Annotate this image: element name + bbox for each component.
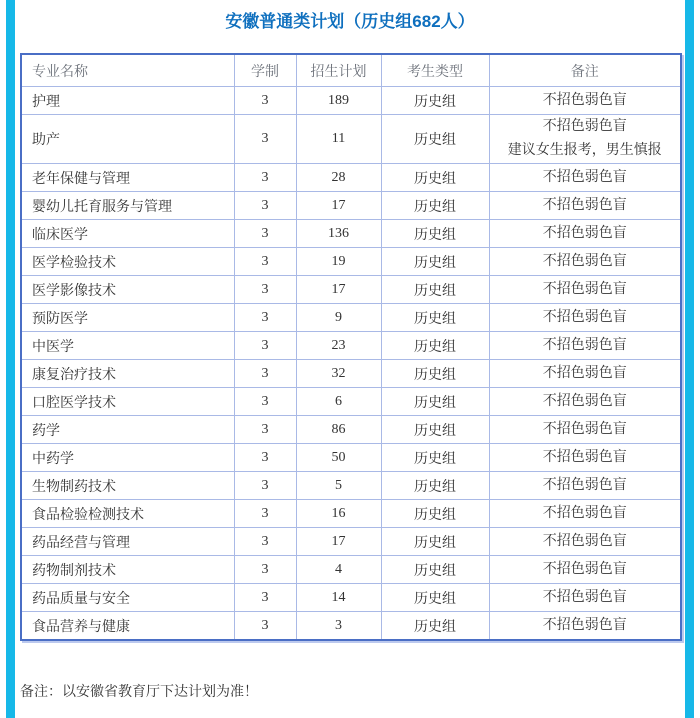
cell-major: 药品质量与安全 [21, 584, 234, 612]
cell-remark [489, 164, 681, 192]
cell-years: 3 [234, 584, 296, 612]
cell-group: 历史组 [381, 115, 489, 164]
cell-group: 历史组 [381, 556, 489, 584]
header-remark: 备注 [489, 54, 681, 87]
cell-plan: 86 [296, 416, 381, 444]
cell-plan: 136 [296, 220, 381, 248]
remark-line: 不招色弱色盲 [542, 393, 627, 409]
cell-major: 生物制药技术 [21, 472, 234, 500]
cell-major: 医学检验技术 [21, 248, 234, 276]
cell-plan: 14 [296, 584, 381, 612]
table-row [21, 472, 681, 500]
cell-years: 3 [234, 276, 296, 304]
cell-major: 口腔医学技术 [21, 388, 234, 416]
cell-remark [489, 87, 681, 115]
cell-group: 历史组 [381, 528, 489, 556]
header-years: 学制 [234, 54, 296, 87]
cell-remark [489, 500, 681, 528]
cell-years: 3 [234, 332, 296, 360]
table-row [21, 444, 681, 472]
table-row [21, 332, 681, 360]
cell-years: 3 [234, 416, 296, 444]
cell-years: 3 [234, 115, 296, 164]
cell-group: 历史组 [381, 192, 489, 220]
cell-major: 医学影像技术 [21, 276, 234, 304]
cell-years: 3 [234, 304, 296, 332]
remark-line: 不招色弱色盲 [542, 253, 627, 269]
cell-years: 3 [234, 360, 296, 388]
table-row [21, 304, 681, 332]
remark-line: 不招色弱色盲 [542, 477, 627, 493]
cell-years: 3 [234, 220, 296, 248]
cell-group: 历史组 [381, 584, 489, 612]
cell-remark [489, 304, 681, 332]
right-accent-bar [685, 0, 694, 718]
cell-years: 3 [234, 612, 296, 641]
page-title: 安徽普通类计划（历史组682人） [225, 12, 475, 31]
cell-remark [489, 276, 681, 304]
cell-group: 历史组 [381, 612, 489, 641]
cell-group: 历史组 [381, 276, 489, 304]
cell-remark [489, 220, 681, 248]
cell-group: 历史组 [381, 87, 489, 115]
table-row [21, 500, 681, 528]
cell-group: 历史组 [381, 388, 489, 416]
remark-line: 不招色弱色盲 [542, 617, 627, 633]
cell-remark [489, 416, 681, 444]
table-row [21, 556, 681, 584]
cell-major: 助产 [21, 115, 234, 164]
cell-group: 历史组 [381, 472, 489, 500]
cell-plan: 6 [296, 388, 381, 416]
remark-line: 不招色弱色盲 [542, 309, 627, 325]
cell-major: 中药学 [21, 444, 234, 472]
cell-plan: 28 [296, 164, 381, 192]
cell-years: 3 [234, 472, 296, 500]
cell-remark [489, 360, 681, 388]
cell-plan: 17 [296, 528, 381, 556]
cell-years: 3 [234, 528, 296, 556]
cell-remark [489, 612, 681, 641]
cell-major: 药学 [21, 416, 234, 444]
cell-remark [489, 115, 681, 164]
remark-line: 不招色弱色盲 [542, 365, 627, 381]
table-row [21, 248, 681, 276]
remark-line: 不招色弱色盲 [542, 281, 627, 297]
cell-major: 食品营养与健康 [21, 612, 234, 641]
cell-years: 3 [234, 248, 296, 276]
table-row [21, 164, 681, 192]
cell-major: 康复治疗技术 [21, 360, 234, 388]
cell-group: 历史组 [381, 304, 489, 332]
cell-remark [489, 444, 681, 472]
left-accent-bar [6, 0, 15, 718]
remark-line: 建议女生报考，男生慎报 [507, 143, 662, 158]
cell-years: 3 [234, 164, 296, 192]
cell-plan: 5 [296, 472, 381, 500]
cell-remark [489, 248, 681, 276]
cell-major: 老年保健与管理 [21, 164, 234, 192]
cell-group: 历史组 [381, 332, 489, 360]
cell-major: 婴幼儿托育服务与管理 [21, 192, 234, 220]
cell-remark [489, 332, 681, 360]
table-row [21, 276, 681, 304]
cell-years: 3 [234, 500, 296, 528]
cell-plan: 23 [296, 332, 381, 360]
table-row [21, 528, 681, 556]
cell-remark [489, 192, 681, 220]
cell-major: 食品检验检测技术 [21, 500, 234, 528]
cell-plan: 189 [296, 87, 381, 115]
cell-major: 药品经营与管理 [21, 528, 234, 556]
cell-plan: 19 [296, 248, 381, 276]
remark-line: 不招色弱色盲 [542, 421, 627, 437]
plan-table-container [20, 53, 680, 641]
cell-major: 临床医学 [21, 220, 234, 248]
cell-major: 中医学 [21, 332, 234, 360]
cell-remark [489, 388, 681, 416]
cell-group: 历史组 [381, 416, 489, 444]
cell-plan: 11 [296, 115, 381, 164]
cell-remark [489, 528, 681, 556]
table-row [21, 87, 681, 115]
table-row [21, 360, 681, 388]
footer-note: 备注：以安徽省教育厅下达计划为准！ [20, 685, 258, 700]
header-major: 专业名称 [21, 54, 234, 87]
cell-plan: 50 [296, 444, 381, 472]
cell-plan: 4 [296, 556, 381, 584]
cell-plan: 9 [296, 304, 381, 332]
table-row [21, 192, 681, 220]
cell-remark [489, 472, 681, 500]
cell-plan: 32 [296, 360, 381, 388]
table-row [21, 584, 681, 612]
cell-group: 历史组 [381, 500, 489, 528]
table-row [21, 220, 681, 248]
header-group: 考生类型 [381, 54, 489, 87]
cell-major: 护理 [21, 87, 234, 115]
cell-years: 3 [234, 192, 296, 220]
remark-line: 不招色弱色盲 [542, 119, 627, 134]
cell-group: 历史组 [381, 444, 489, 472]
cell-group: 历史组 [381, 164, 489, 192]
remark-line: 不招色弱色盲 [542, 505, 627, 521]
remark-line: 不招色弱色盲 [542, 533, 627, 549]
table-row [21, 115, 681, 164]
plan-table [20, 53, 682, 641]
remark-line: 不招色弱色盲 [542, 197, 627, 213]
cell-plan: 3 [296, 612, 381, 641]
header-plan: 招生计划 [296, 54, 381, 87]
cell-group: 历史组 [381, 248, 489, 276]
cell-plan: 16 [296, 500, 381, 528]
table-row [21, 612, 681, 641]
remark-line: 不招色弱色盲 [542, 169, 627, 185]
cell-major: 预防医学 [21, 304, 234, 332]
cell-plan: 17 [296, 192, 381, 220]
cell-years: 3 [234, 87, 296, 115]
remark-line: 不招色弱色盲 [542, 92, 627, 108]
cell-remark [489, 556, 681, 584]
cell-group: 历史组 [381, 360, 489, 388]
remark-line: 不招色弱色盲 [542, 337, 627, 353]
cell-remark [489, 584, 681, 612]
remark-line: 不招色弱色盲 [542, 449, 627, 465]
cell-years: 3 [234, 388, 296, 416]
cell-years: 3 [234, 556, 296, 584]
cell-major: 药物制剂技术 [21, 556, 234, 584]
remark-line: 不招色弱色盲 [542, 561, 627, 577]
table-row [21, 388, 681, 416]
table-header-row [21, 54, 681, 87]
table-row [21, 416, 681, 444]
cell-years: 3 [234, 444, 296, 472]
cell-plan: 17 [296, 276, 381, 304]
cell-group: 历史组 [381, 220, 489, 248]
remark-line: 不招色弱色盲 [542, 589, 627, 605]
remark-line: 不招色弱色盲 [542, 225, 627, 241]
